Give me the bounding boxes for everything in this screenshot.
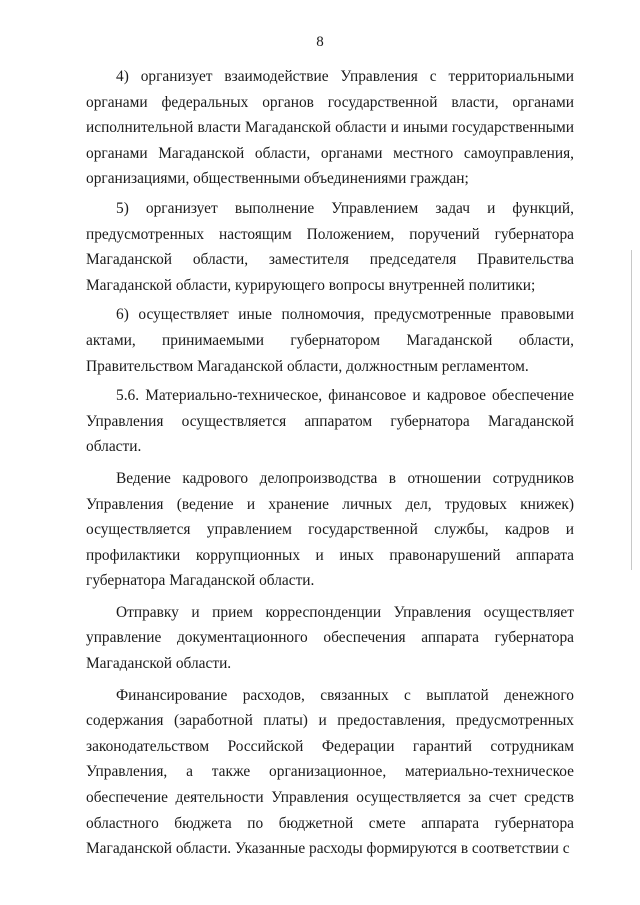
paragraph-financing: Финансирование расходов, связанных с выплатой денежного содержания (заработной платы) и предоставления, предусмотренных законодательством Российской Федерации гарантий сотрудникам Управления, а также организационное, материально-техническое обеспечение деятельности Управления осуществляется за счет средств областного бюджета по бюджетной смете аппарата губернатора Магаданской области. Указанные расходы формируются в соответствии с [86,686,574,858]
paragraph-correspondence: Отправку и прием корреспонденции Управления осуществляет управление документационного обеспечения аппарата губернатора Магаданской области. [86,603,574,673]
page-number: 8 [316,34,324,50]
paragraph-item-4: 4) организует взаимодействие Управления с территориальными органами федеральных органов государственной власти, органами исполнительной власти Магаданской области и иными государственными органами Магаданской области, органами местного самоуправления, организациями, общественными объединениями граждан; [86,68,574,188]
paragraph-section-5-6: 5.6. Материально-техническое, финансовое и кадровое обеспечение Управления осуществляется аппаратом губернатора Магаданской области. [86,387,574,456]
paragraph-item-5: 5) организует выполнение Управлением задач и функций, предусмотренных настоящим Положением, поручений губернатора Магаданской области, заместителя председателя Правительства Магаданской области, курирующего вопросы внутренней политики; [86,199,574,294]
document-body [86,64,574,866]
paragraph-item-6: 6) осуществляет иные полномочия, предусмотренные правовыми актами, принимаемыми губернатором Магаданской области, Правительством Магаданской области, должностным регламентом. [86,306,574,375]
paragraph-personnel-records: Ведение кадрового делопроизводства в отношении сотрудников Управления (ведение и хранение личных дел, трудовых книжек) осуществляется управлением государственной службы, кадров и профилактики коррупционных и иных правонарушений аппарата губернатора Магаданской области. [86,469,574,590]
scan-edge-mark [631,250,632,570]
